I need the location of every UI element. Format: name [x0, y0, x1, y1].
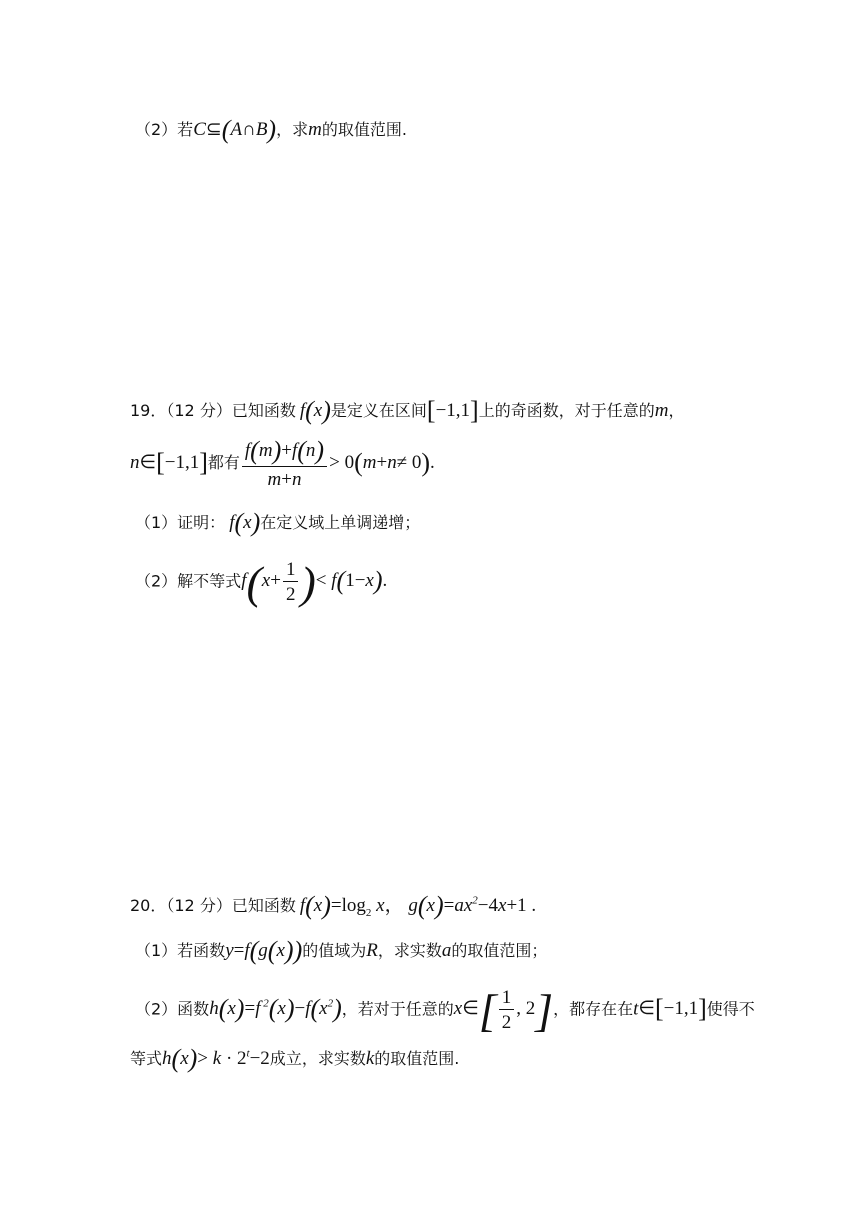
- q19-part1-label: （1）证明：: [135, 513, 226, 532]
- math-formula: > 0(m+n≠ 0).: [329, 448, 435, 477]
- math-formula: $f(x)=\log_2$ x， $g(x)=ax^2-4x+1$ .: [299, 891, 537, 920]
- q20-part2-t2: ，都存在在: [553, 999, 634, 1019]
- q19-stem-line1: [130, 398, 684, 424]
- q20-points: （12 分）已知函数: [166, 896, 296, 915]
- q20-part2-line2-mid: 成立，求实数: [269, 1049, 366, 1068]
- q20-part2-line2: [130, 1046, 459, 1072]
- math-formula: t∈[−1,1]: [633, 994, 707, 1024]
- q20-number: 20．: [130, 896, 167, 915]
- math-formula: ∈[−1,1]: [139, 448, 208, 477]
- q19-part1: [135, 510, 420, 536]
- var-k: k: [365, 1048, 375, 1069]
- q19-comma: ，: [668, 401, 685, 420]
- q19-points: （12 分）已知函数: [166, 401, 296, 420]
- q20-part2-line2-start: 等式: [130, 1049, 163, 1068]
- q20-part2-label: （2）函数: [135, 999, 210, 1019]
- q20-part2-t3: 使得不: [706, 999, 755, 1019]
- q19-t1: 是定义在区间: [330, 401, 427, 420]
- math-formula: x∈[ $\frac{1}{2}$ , 2]: [453, 985, 554, 1037]
- q19-t2: 上的奇函数，对于任意的: [478, 401, 655, 420]
- q19-t3: 都有: [207, 453, 240, 472]
- math-formula: f(x): [299, 396, 331, 425]
- q19-condition-zero: 0: [344, 452, 355, 473]
- math-fraction: $\frac{f(m)+f(n)}{m+n}$: [242, 438, 327, 489]
- q20-part1-t1: 的值域为: [302, 941, 367, 960]
- math-formula: [−1,1]: [426, 396, 479, 425]
- var-m: m: [308, 119, 322, 140]
- var-n: n: [130, 452, 140, 473]
- var-R: R: [366, 940, 378, 961]
- math-formula: f(x): [229, 508, 261, 537]
- q18-part2-tail: ，求: [276, 120, 309, 139]
- q20-part1-t3: 的取值范围；: [451, 941, 548, 960]
- q18-part2: [135, 117, 407, 143]
- q19-part1-text: 在定义域上单调递增；: [260, 513, 421, 532]
- q20-part1: [135, 938, 547, 964]
- math-formula: y=f(g(x)): [225, 936, 303, 965]
- q20-stem: [130, 893, 536, 919]
- q18-part2-end: 的取值范围.: [321, 120, 407, 139]
- q18-part2-label: （2）若: [135, 120, 194, 139]
- math-formula: h(x)=f $^2(x)-f(x^2)$: [209, 994, 342, 1024]
- q20-part1-t2: ，求实数: [377, 941, 442, 960]
- var-a: a: [441, 940, 452, 961]
- math-formula: $h(x)> k \cdot 2^t-2$: [162, 1044, 270, 1073]
- math-formula: f(x+ $\frac{1}{2}$ )< f(1−x).: [241, 557, 388, 609]
- q19-part2: [135, 557, 388, 609]
- math-formula: C⊆(A∩B): [193, 115, 277, 144]
- q20-part1-label: （1）若函数: [135, 941, 226, 960]
- q20-part2-line1: [135, 985, 755, 1037]
- q19-number: 19．: [130, 401, 167, 420]
- q20-part2-line2-end: 的取值范围.: [374, 1049, 460, 1068]
- q19-stem-line2: [130, 438, 435, 489]
- var-m: m: [654, 400, 669, 421]
- q20-part2-t1: ，若对于任意的: [341, 999, 454, 1019]
- q19-part2-label: （2）解不等式: [135, 571, 242, 591]
